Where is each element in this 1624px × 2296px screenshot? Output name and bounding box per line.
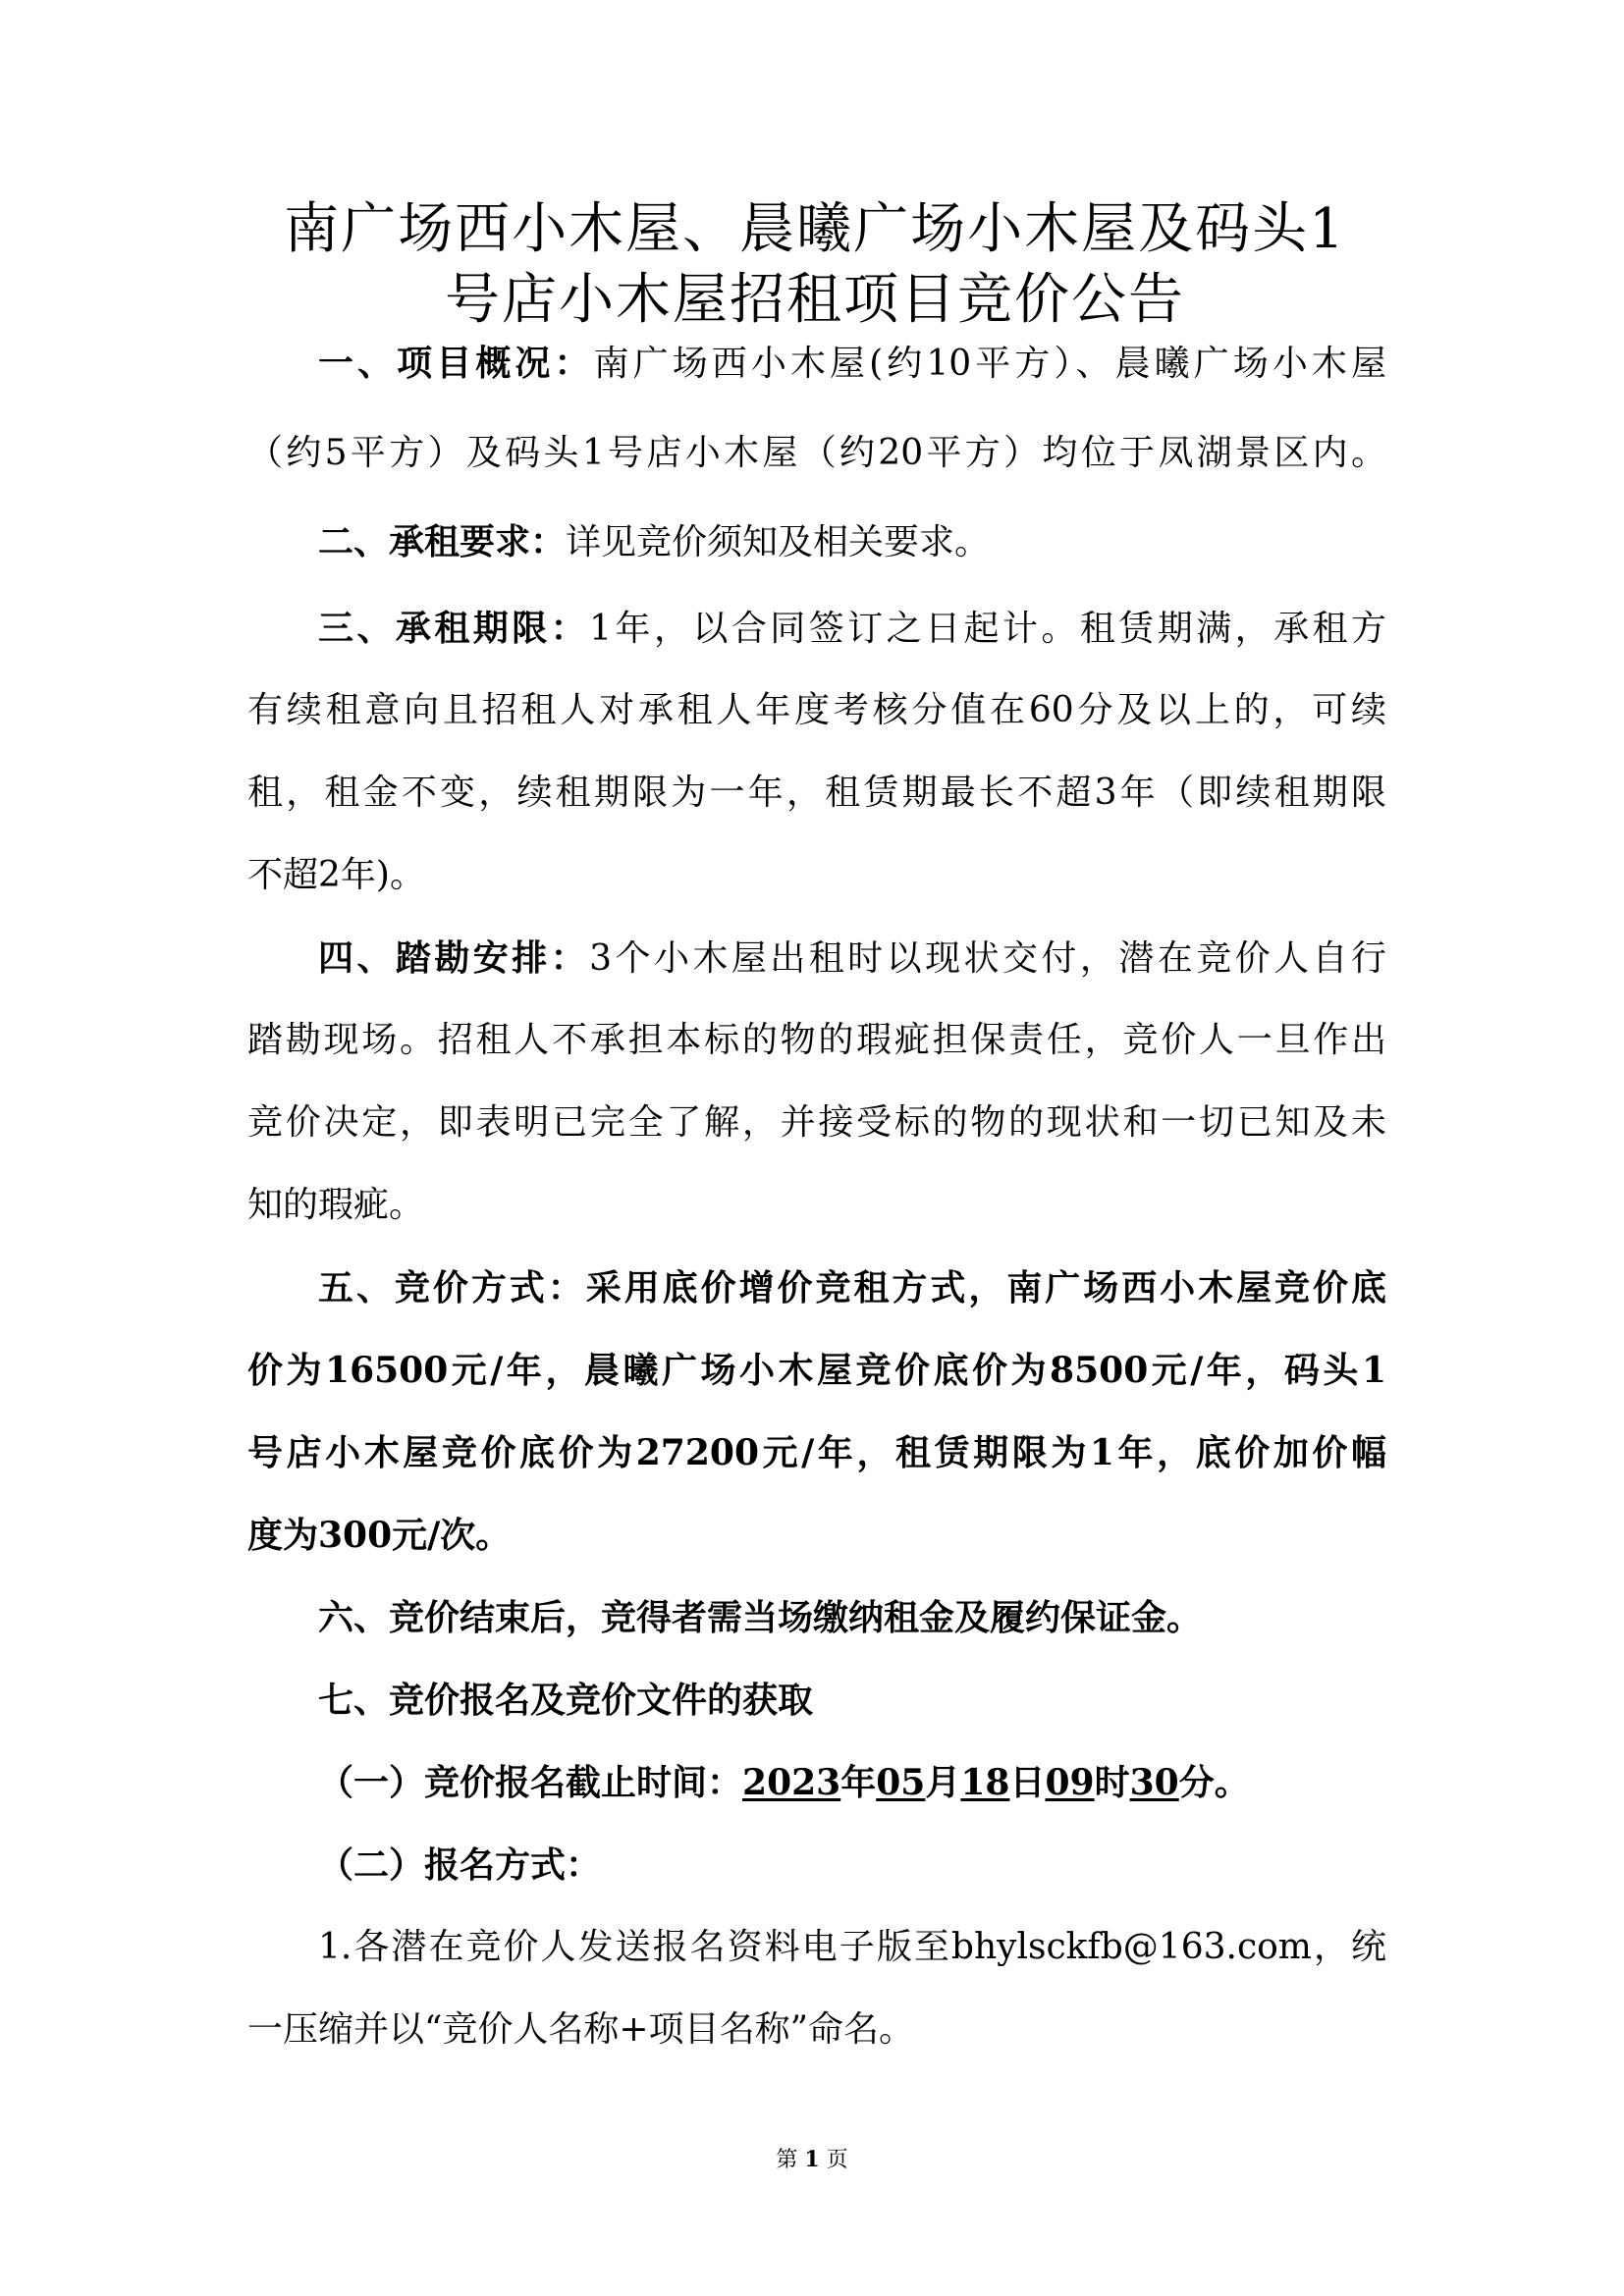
registration-item-1-line-2: 一压缩并以“竞价人名称+项目名称”命名。 bbox=[247, 2009, 914, 2050]
document-title bbox=[245, 194, 1384, 336]
section-3-line-2: 有续租意向且招租人对承租人年度考核分值在60分及以上的，可续 bbox=[247, 690, 1386, 730]
section-2-line bbox=[247, 520, 1457, 564]
section-1-text: 南广场西小木屋(约10平方）、晨曦广场小木屋 bbox=[593, 344, 1386, 384]
section-4-line-3: 竞价决定，即表明已完全了解，并接受标的物的现状和一切已知及未 bbox=[247, 1102, 1386, 1143]
deadline-year-unit: 年 bbox=[840, 1762, 877, 1803]
page-number: 1 bbox=[804, 2147, 820, 2172]
section-4-text: 3个小木屋出租时以现状交付，潜在竞价人自行 bbox=[589, 938, 1386, 979]
section-3-line-4: 不超2年)。 bbox=[247, 855, 425, 895]
section-5-line-1: 五、竞价方式：采用底价增价竞租方式，南广场西小木屋竞价底 bbox=[318, 1267, 1386, 1308]
deadline-hour: 09 bbox=[1045, 1762, 1095, 1803]
section-4-heading: 四、踏勘安排： bbox=[318, 937, 590, 979]
section-1-line-2: （约5平方）及码头1号店小木屋（约20平方）均位于凤湖景区内。 bbox=[247, 433, 1386, 473]
section-2-heading: 二、承租要求： bbox=[318, 521, 567, 562]
deadline-minute-unit: 分。 bbox=[1178, 1762, 1250, 1803]
section-7-heading: 七、竞价报名及竞价文件的获取 bbox=[318, 1680, 814, 1721]
deadline-month-unit: 月 bbox=[925, 1762, 961, 1803]
registration-deadline bbox=[247, 1761, 1457, 1804]
section-5-line-2: 价为16500元/年，晨曦广场小木屋竞价底价为8500元/年，码头1 bbox=[247, 1350, 1386, 1391]
deadline-year: 2023 bbox=[742, 1762, 841, 1803]
section-3-text: 1年，以合同签订之日起计。租赁期满，承租方 bbox=[589, 609, 1386, 649]
deadline-hour-unit: 时 bbox=[1094, 1762, 1130, 1803]
section-4-line-1 bbox=[247, 936, 1386, 981]
section-5-line-4: 度为300元/次。 bbox=[247, 1515, 512, 1556]
section-4-line-4: 知的瑕疵。 bbox=[247, 1185, 425, 1225]
deadline-day-unit: 日 bbox=[1009, 1762, 1046, 1803]
deadline-day: 18 bbox=[960, 1762, 1010, 1803]
section-4-line-2: 踏勘现场。招租人不承担本标的物的瑕疵担保责任，竞价人一旦作出 bbox=[247, 1020, 1386, 1060]
deadline-label: （一）竞价报名截止时间： bbox=[318, 1762, 743, 1803]
title-line-2: 号店小木屋招租项目竞价公告 bbox=[445, 268, 1185, 332]
section-3-line-1 bbox=[247, 607, 1386, 651]
section-1-heading: 一、项目概况： bbox=[318, 343, 594, 384]
section-6-line: 六、竞价结束后，竞得者需当场缴纳租金及履约保证金。 bbox=[318, 1597, 1203, 1638]
registration-item-1-line-1: 1.各潜在竞价人发送报名资料电子版至bhylsckfb@163.com，统 bbox=[318, 1927, 1386, 1967]
section-3-heading: 三、承租期限： bbox=[318, 608, 590, 649]
title-line-1: 南广场西小木屋、晨曦广场小木屋及码头1 bbox=[284, 197, 1346, 261]
deadline-month: 05 bbox=[876, 1762, 926, 1803]
footer-suffix: 页 bbox=[826, 2148, 848, 2172]
deadline-minute: 30 bbox=[1129, 1762, 1179, 1803]
footer-prefix: 第 bbox=[776, 2148, 798, 2172]
registration-method-heading: （二）报名方式： bbox=[318, 1844, 602, 1886]
section-3-line-3: 租，租金不变，续租期限为一年，租赁期最长不超3年（即续租期限 bbox=[247, 773, 1386, 813]
section-2-text: 详见竞价须知及相关要求。 bbox=[566, 522, 991, 562]
section-1-line-1 bbox=[247, 342, 1386, 386]
page-number-footer bbox=[0, 2146, 1624, 2174]
section-5-line-3: 号店小木屋竞价底价为27200元/年，租赁期限为1年，底价加价幅 bbox=[247, 1432, 1386, 1473]
